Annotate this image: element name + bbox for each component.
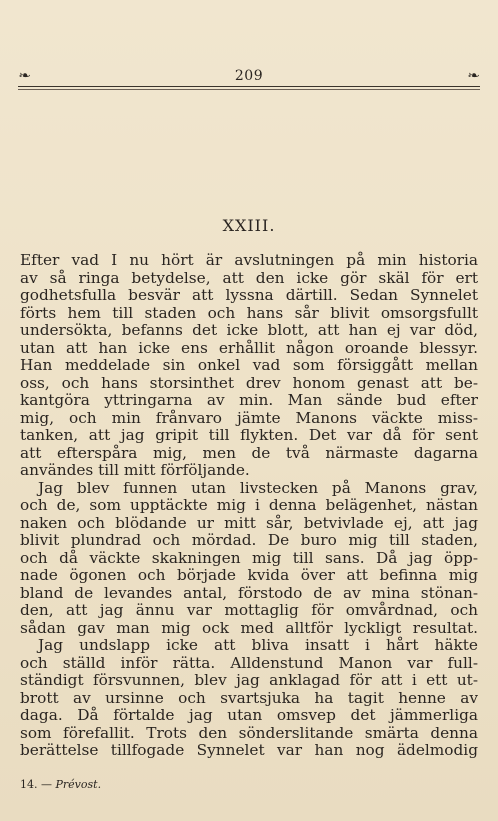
chapter-title: XXIII.	[222, 216, 276, 235]
page-footer	[20, 778, 101, 791]
text-line: tanken, att jag gripit till flykten. Det var då för sent	[20, 426, 478, 444]
page-number: 209	[234, 68, 264, 84]
header-rule	[18, 86, 480, 87]
text-line: och de, som upptäckte mig i denna belägenhet, nästan	[20, 496, 478, 514]
fleuron-left-icon: ❧	[18, 69, 32, 82]
text-line: Han meddelade sin onkel vad som försiggått mellan	[20, 356, 478, 374]
header-rule-thin	[18, 89, 480, 90]
text-line: brott av ursinne och svartsjuka ha tagit henne av	[20, 688, 478, 707]
text-line: att efterspåra mig, men de två närmaste dagarna	[20, 443, 478, 462]
text-line: förts hem till staden och hans sår blivit omsorgsfullt	[20, 303, 478, 322]
text-line: Jag undslapp icke att bliva insatt i hårt häkte	[38, 636, 478, 654]
text-line: blivit plundrad och mördad. De buro mig till staden,	[20, 531, 478, 549]
text-line: kantgöra yttringarna av min. Man sände bud efter	[20, 391, 478, 409]
text-line: berättelse tillfogade Synnelet var han nog ädelmodig	[20, 741, 478, 759]
fleuron-right-icon: ❧	[466, 69, 480, 82]
text-line: användes till mitt förföljande.	[20, 461, 250, 479]
text-line: daga. Då förtalde jag utan omsvep det jämmerliga	[20, 706, 478, 724]
body-text	[20, 252, 478, 760]
text-line: oss, och hans storsinthet drev honom genast att be-	[20, 373, 478, 392]
text-line: godhetsfulla besvär att lyssna därtill. Sedan Synnelet	[20, 286, 478, 304]
signature-mark: 14. —	[20, 778, 52, 791]
text-line: och då väckte skakningen mig till sans. Då jag öpp-	[20, 548, 478, 567]
text-line: sådan gav man mig ock med alltför lyckligt resultat.	[20, 618, 478, 637]
text-line: bland de levandes antal, förstodo de av mina stönan-	[20, 583, 478, 602]
author-name: Prévost.	[55, 778, 102, 791]
text-line: ständigt försvunnen, blev jag anklagad för att i ett ut-	[20, 671, 478, 689]
text-line: utan att han icke ens erhållit någon oroande blessyr.	[20, 338, 478, 357]
text-line: och ställd inför rätta. Alldenstund Manon var full-	[20, 653, 478, 672]
text-line: den, att jag ännu var mottaglig för omvårdnad, och	[20, 601, 478, 619]
text-line: mig, och min frånvaro jämte Manons väckte miss-	[20, 408, 478, 427]
page-header	[18, 60, 480, 92]
text-line: Jag blev funnen utan livstecken på Manons grav,	[38, 478, 478, 497]
text-line: naken och blödande ur mitt sår, betvivlade ej, att jag	[20, 513, 478, 532]
text-line: nade ögonen och började kvida över att befinna mig	[20, 566, 478, 584]
text-line: Efter vad I nu hört är avslutningen på min historia	[20, 251, 478, 269]
text-line: som förefallit. Trots den sönderslitande smärta denna	[20, 723, 478, 742]
text-line: undersökta, befanns det icke blott, att han ej var död,	[20, 321, 478, 339]
text-line: av så ringa betydelse, att den icke gör skäl för ert	[20, 268, 478, 287]
